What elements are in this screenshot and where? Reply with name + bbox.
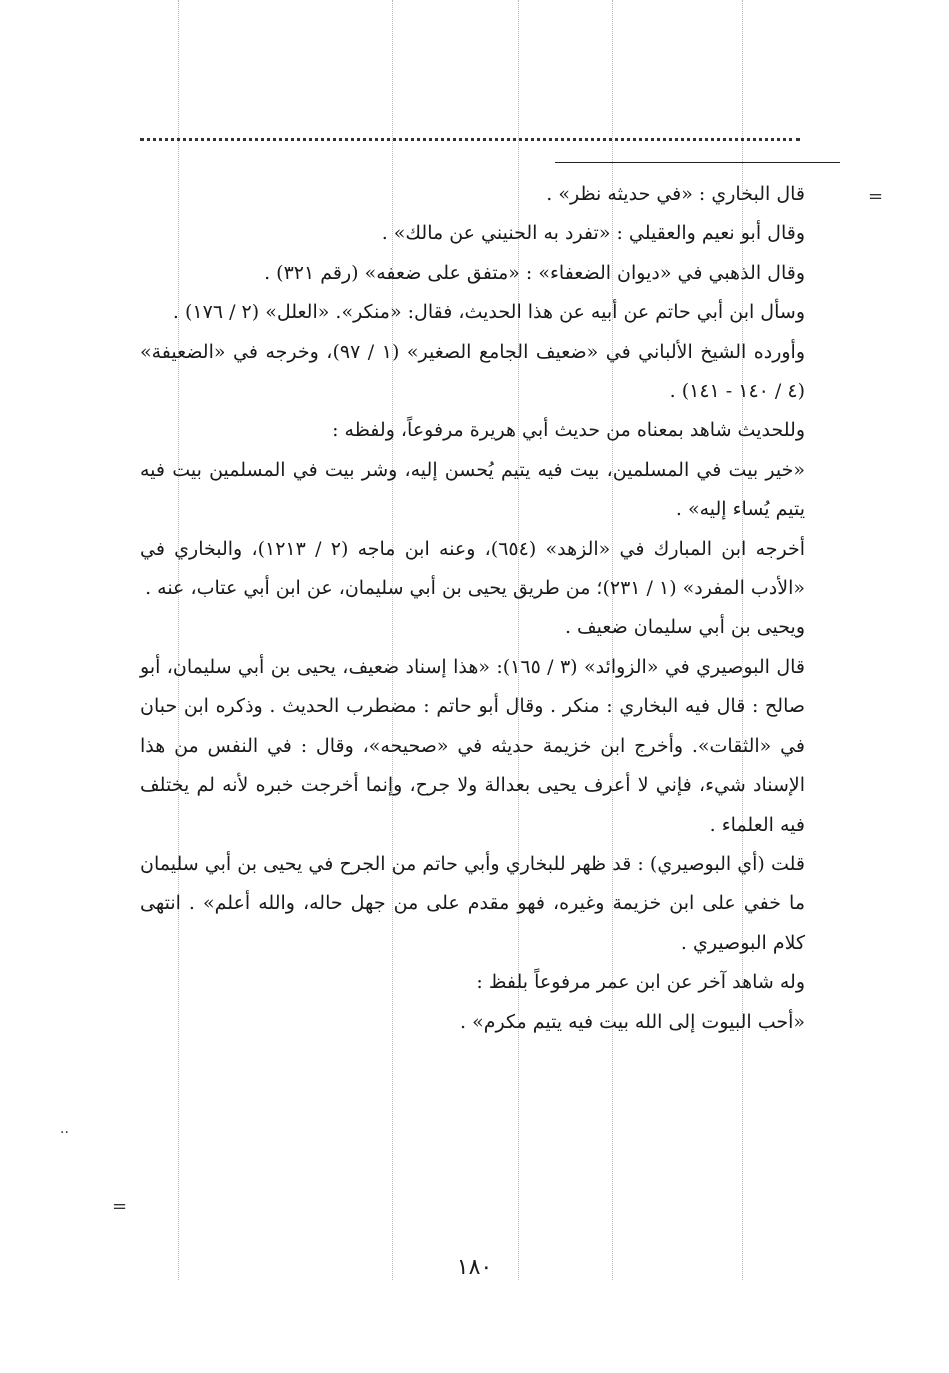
paragraph: ويحيى بن أبي سليمان ضعيف . <box>564 616 805 639</box>
margin-dots: ·· <box>60 1125 69 1141</box>
footnote-rule <box>555 162 840 163</box>
page-number: ١٨٠ <box>456 1255 493 1280</box>
paragraph: وقال أبو نعيم والعقيلي : «تفرد به الحنيني عن مالك» . <box>381 222 805 245</box>
paragraph: قال البخاري : «في حديثه نظر» . <box>546 183 805 205</box>
paragraph: «أحب البيوت إلى الله بيت فيه يتيم مكرم» . <box>460 1010 805 1033</box>
paragraph: «خير بيت في المسلمين، بيت فيه يتيم يُحسن إليه، وشر بيت في المسلمين بيت فيه يتيم يُساء إليه» . <box>140 458 805 521</box>
paragraph: وسأل ابن أبي حاتم عن أبيه عن هذا الحديث، فقال: «منكر». «العلل» (٢ / ١٧٦) . <box>172 301 805 324</box>
paragraph: أخرجه ابن المبارك في «الزهد» (٦٥٤)، وعنه ابن ماجه (٢ / ١٢١٣)، والبخاري في «الأدب المفرد» (١ / ٢٣١)؛ من طريق يحيى بن أبي سليمان، عن ابن أبي عتاب، عنه . <box>140 537 806 600</box>
paragraph: وللحديث شاهد بمعناه من حديث أبي هريرة مرفوعاً، ولفظه : <box>332 419 805 442</box>
paragraph: وأورده الشيخ الألباني في «ضعيف الجامع الصغير» (١ / ٩٧)، وخرجه في «الضعيفة» (٤ / ١٤٠ - ١٤١) . <box>140 340 805 403</box>
margin-mark-right: = <box>868 186 884 207</box>
paragraph: وله شاهد آخر عن ابن عمر مرفوعاً بلفظ : <box>476 971 805 994</box>
paragraph: قال البوصيري في «الزوائد» (٣ / ١٦٥): «هذا إسناد ضعيف، يحيى بن أبي سليمان، أبو صالح : قال فيه البخاري : منكر . وقال أبو حاتم : مضطرب الحديث . وذكره ابن حبان في «الثقات». وأخرج ابن خزيمة حديثه في «صحيحه»، وقال : في النفس من هذا الإسناد شيء، فإني لا أعرف يحيى بعدالة ولا جرح، وإنما أخرجت خبره لأنه لم يختلف فيه العلماء . <box>140 655 805 836</box>
paragraph: قلت (أي البوصيري) : قد ظهر للبخاري وأبي حاتم من الجرح في يحيى بن أبي سليمان ما خفي على ابن خزيمة وغيره، فهو مقدم على من جهل حاله، والله أعلم» . انتهى كلام البوصيري . <box>140 852 805 954</box>
body-text <box>140 175 805 1042</box>
paragraph: وقال الذهبي في «ديوان الضعفاء» : «متفق على ضعفه» (رقم ٣٢١) . <box>264 261 805 284</box>
margin-mark-left: = <box>112 1196 128 1217</box>
dotted-separator <box>140 138 800 141</box>
